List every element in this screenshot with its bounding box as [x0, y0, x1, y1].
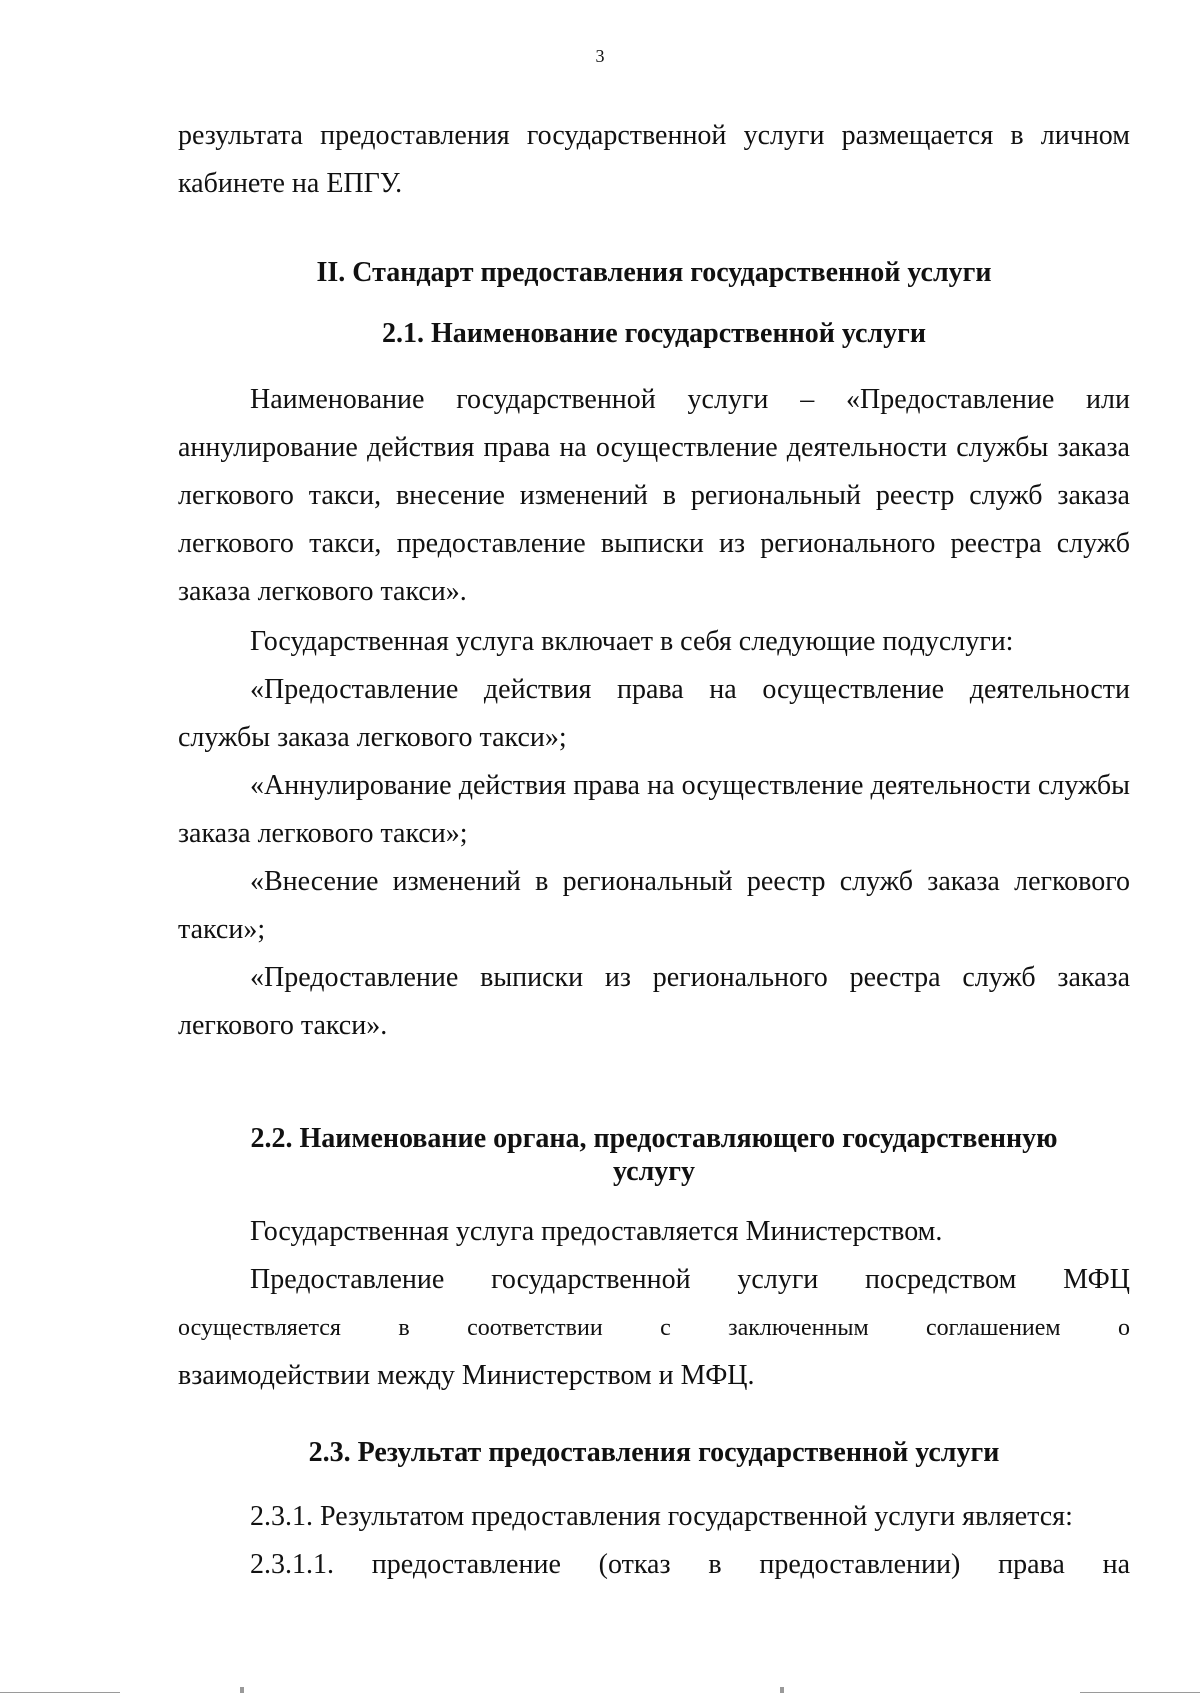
- subsection-2-2-title-line2: услугу: [613, 1156, 695, 1187]
- page-number: 3: [595, 46, 605, 66]
- paragraph-subservice-4: «Предоставление выписки из регионального реестра служб заказа легкового такси».: [178, 962, 1130, 1041]
- section-title: II. Стандарт предоставления государственной услуги: [316, 257, 992, 288]
- paragraph-service-name: Наименование государственной услуги – «Предоставление или аннулирование действия права на осуществление деятельности службы заказа легкового такси, внесение изменений в региональный реестр служб заказа легкового такси, предоставление выписки из регионального реестра служб заказа легкового такси».: [178, 384, 1130, 607]
- subsection-2-1-title: 2.1. Наименование государственной услуги: [382, 318, 926, 349]
- scan-edge-mark: [0, 1692, 120, 1693]
- paragraph-ministry: Государственная услуга предоставляется Министерством.: [250, 1216, 943, 1247]
- paragraph-subservice-3: «Внесение изменений в региональный реестр служб заказа легкового такси»;: [178, 866, 1130, 945]
- paragraph-subservice-2: «Аннулирование действия права на осуществление деятельности службы заказа легкового такси»;: [178, 770, 1130, 849]
- paragraph-mfc-line2: осуществляется в соответствии с заключенным соглашением о: [178, 1315, 1130, 1341]
- paragraph-mfc: [178, 1256, 1130, 1400]
- paragraph-result: 2.3.1. Результатом предоставления государственной услуги является:: [250, 1501, 1073, 1532]
- scan-edge-mark: [240, 1687, 244, 1693]
- page-content: [178, 112, 1130, 1589]
- scan-edge-mark: [780, 1687, 784, 1693]
- subsection-2-2-title: [178, 1122, 1130, 1188]
- paragraph-subservices-intro: Государственная услуга включает в себя следующие подуслуги:: [250, 626, 1014, 657]
- paragraph-mfc-line1: Предоставление государственной услуги посредством МФЦ: [250, 1264, 1130, 1295]
- paragraph-subservice-1: «Предоставление действия права на осуществление деятельности службы заказа легкового такси»;: [178, 674, 1130, 753]
- paragraph-mfc-line3: взаимодействии между Министерством и МФЦ.: [178, 1360, 755, 1391]
- subsection-2-3-title: 2.3. Результат предоставления государственной услуги: [308, 1437, 1000, 1468]
- paragraph-result-1-1: 2.3.1.1. предоставление (отказ в предоставлении) права на: [250, 1549, 1130, 1580]
- paragraph-continued: результата предоставления государственной услуги размещается в личном кабинете на ЕПГУ.: [178, 120, 1130, 199]
- subsection-2-2-title-line1: 2.2. Наименование органа, предоставляющего государственную: [250, 1123, 1058, 1154]
- scan-edge-mark: [1080, 1692, 1200, 1693]
